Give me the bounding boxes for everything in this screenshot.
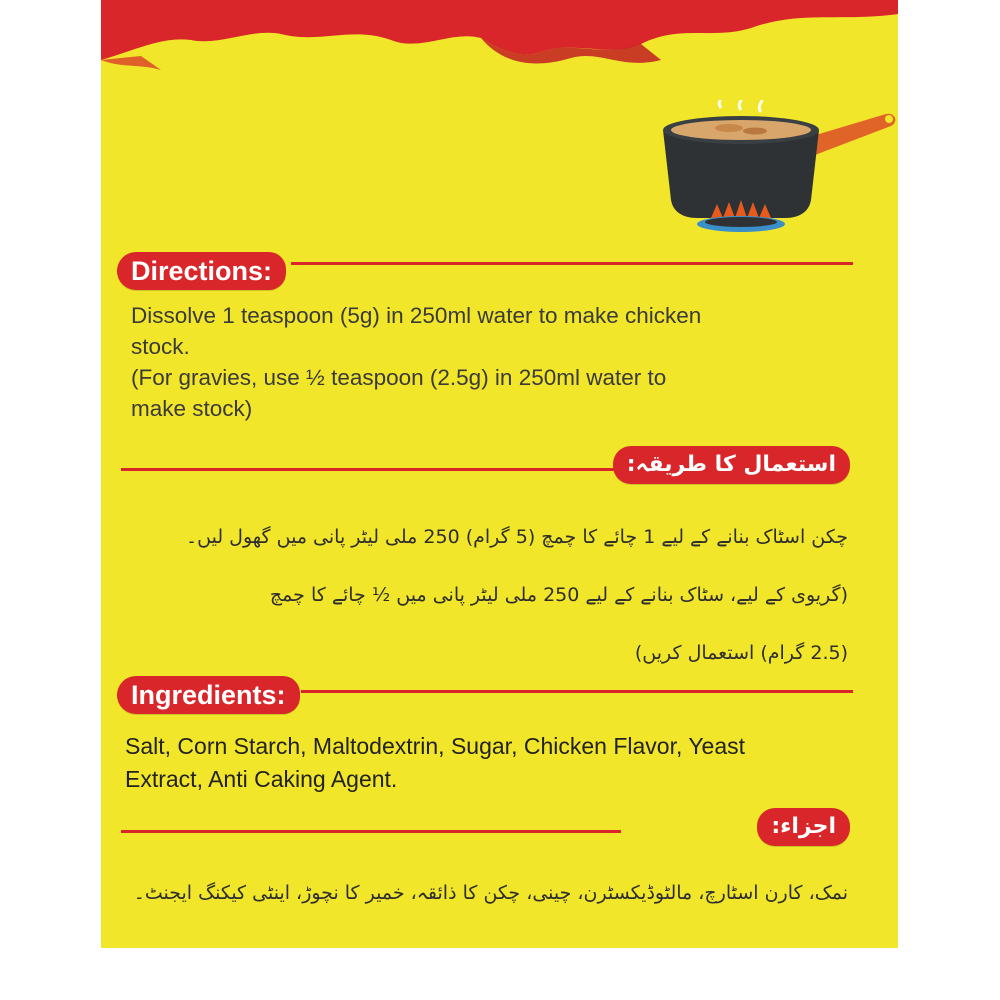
directions-line: stock. [131,334,190,359]
ingredients-urdu-divider [121,830,621,833]
directions-line: make stock) [131,396,253,421]
directions-line: Dissolve 1 teaspoon (5g) in 250ml water to make chicken [131,303,702,328]
directions-text [131,300,861,424]
directions-urdu-line: (2.5 گرام) استعمال کریں) [634,642,848,664]
directions-line: (For gravies, use ½ teaspoon (2.5g) in 250ml water to [131,365,667,390]
directions-header [101,252,898,292]
directions-urdu-title: استعمال کا طریقہ: [613,446,850,484]
directions-urdu-line: چکن اسٹاک بنانے کے لیے 1 چائے کا چمچ (5 گرام) 250 ملی لیٹر پانی میں گھول لیں۔ [186,526,848,548]
ingredients-header [101,676,898,716]
directions-urdu-line: (گریوی کے لیے، سٹاک بنانے کے لیے 250 ملی لیٹر پانی میں ½ چائے کا چمچ [269,584,848,606]
directions-urdu-text [128,522,848,696]
directions-urdu-divider [121,468,641,471]
ingredients-urdu-title: اجزاء: [757,808,850,846]
ingredients-line: Extract, Anti Caking Agent. [125,766,398,792]
ingredients-urdu-text [128,878,848,908]
ingredients-line: Salt, Corn Starch, Maltodextrin, Sugar, Chicken Flavor, Yeast [125,733,746,759]
ingredients-text [125,730,855,796]
saucepan-on-stove-icon [651,100,898,250]
ingredients-urdu-line: نمک، کارن اسٹارچ، مالٹوڈیکسٹرن، چینی، چکن کا ذائقہ، خمیر کا نچوڑ، اینٹی کیکنگ ایجنٹ۔ [133,882,848,904]
ingredients-divider [301,690,853,693]
red-brush-stroke [101,0,898,80]
label-panel [101,0,898,948]
directions-title: Directions: [117,252,286,290]
directions-urdu-header [101,446,898,486]
ingredients-title: Ingredients: [117,676,300,714]
ingredients-urdu-header [101,808,898,848]
directions-divider [291,262,853,265]
